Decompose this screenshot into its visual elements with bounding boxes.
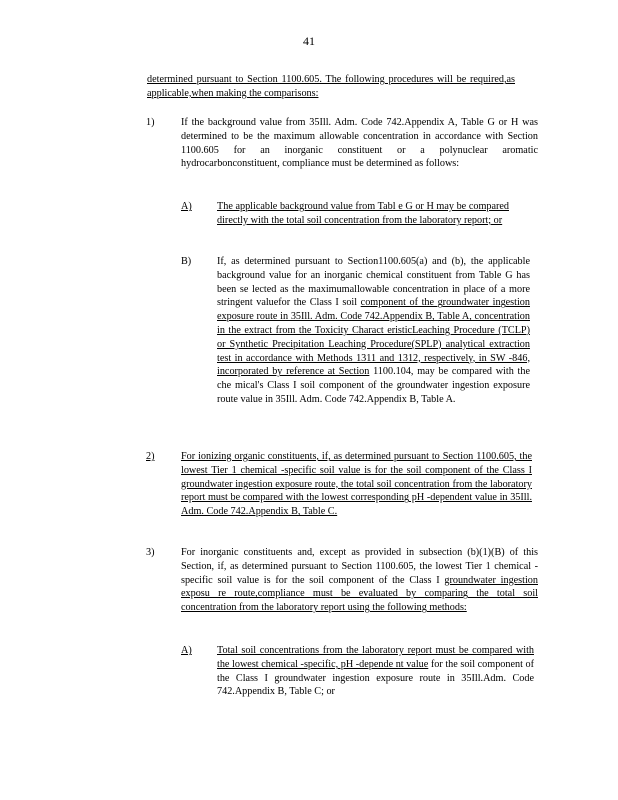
item-2-paragraph: For ionizing organic constituents, if, as determined pursuant to Section 1100.605, the lowest Tier 1 chemical -specific soil value is for the soil component of the Class I groundwater ingestion exposure route, the total soil concentration from the laboratory report must be compared with the lowest corresponding pH -dependent value in 35Ill. Adm. Code 742.Appendix B, Table C. [181, 451, 532, 518]
item-1b-marker: B) [181, 256, 192, 267]
item-3-text-plain: For inorganic constituents and, except as provided in subsection (b)(1)(B) of this Section, if, as determined pursuant to Section 1100.605, the lowest Tier 1 chemical -specific soil value is for the soil component of the Class I [181, 547, 538, 586]
item-3a-marker: A) [181, 645, 192, 656]
item-2-marker: 2) [146, 451, 155, 462]
item-1-marker: 1) [146, 117, 155, 128]
item-1-text: If the background value from 35Ill. Adm. Code 742.Appendix A, Table G or H was determined to be the maximum allowable concentration in accordance with Section 1100.605 for an inorganic constituent or a polynuclear aromatic hydrocarbonconstituent, compliance must be determined as follows: [181, 117, 538, 170]
item-1b-paragraph [217, 255, 530, 407]
item-3-paragraph [181, 546, 538, 615]
item-3a-text-plain: for the soil component of the Class I groundwater ingestion exposure route in 35Ill.Adm. Code 742.Appendix B, Table C; or [217, 658, 534, 698]
item-1a-marker: A) [181, 201, 192, 212]
item-1b-text-plain-a: If, as determined pursuant to Section1100.605(a) and (b), the applicable background value for an inorganic chemical constituent from Table G has been se lected as the maximumallowable concentration in place of a more stringent valuefor the Class I soil [217, 256, 530, 309]
item-3-marker: 3) [146, 547, 155, 558]
item-1a-paragraph: The applicable background value from Tabl e G or H may be compared directly with the total soil concentration from the laboratory report; or [217, 201, 509, 226]
item-1b-text-plain-b: 1100.104, may be compared with the che mical's Class I soil component of the groundwater ingestion exposure route value in 35Ill. Adm. Code 742.Appendix B, Table A. [217, 366, 530, 405]
item-1-paragraph [181, 116, 538, 171]
intro-paragraph: determined pursuant to Section 1100.605. The following procedures will be required,as applicable,when making the comparisons: [147, 74, 515, 99]
item-3a-text-underlined: Total soil concentrations from the laboratory report must be compared with the lowest chemical -specific, pH -depende nt value [217, 645, 534, 670]
item-3a-paragraph [217, 644, 534, 699]
item-3-text-underlined: groundwater ingestion exposu re route,compliance must be evaluated by comparing the total soil concentration from the laboratory report using the following methods: [181, 574, 538, 614]
item-1b-text-underlined: component of the groundwater ingestion exposure route in 35Ill. Adm. Code 742.Appendix B, Table A, concentration in the extract from the Toxicity Charact eristicLeaching Procedure (TCLP) or Synthetic Precipitation Leaching Procedure(SPLP) analytical extraction test in accordance with Methods 1311 and 1312, respectively, in SW -846, incorporated by reference at Section [217, 297, 530, 378]
page-number: 41 [303, 34, 315, 48]
